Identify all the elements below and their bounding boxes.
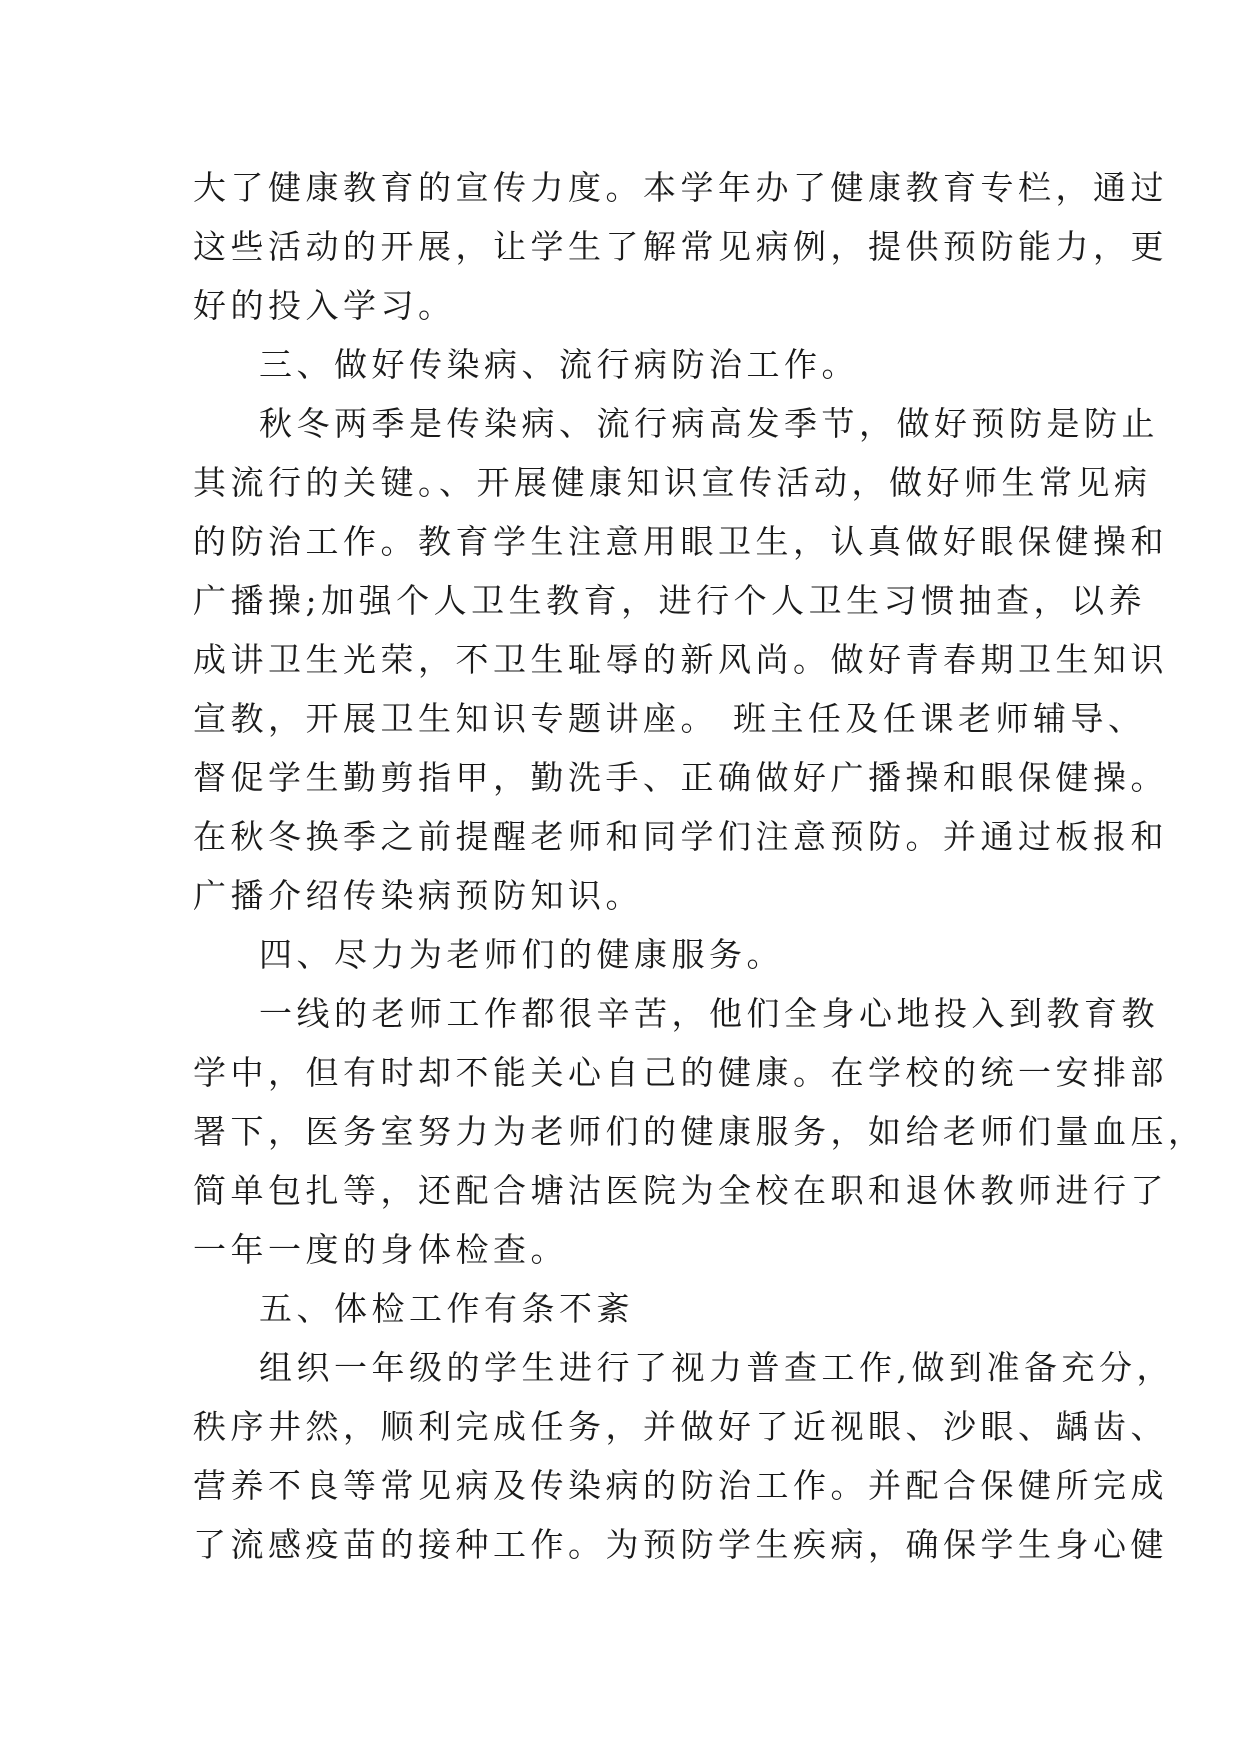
body-text <box>193 158 1206 1574</box>
section-heading-5: 五、体检工作有条不紊 <box>259 1289 634 1328</box>
text-line: 了流感疫苗的接种工作。为预防学生疾病，确保学生身心健 <box>193 1525 1168 1564</box>
text-line: 简单包扎等，还配合塘沽医院为全校在职和退休教师进行了 <box>193 1171 1168 1210</box>
text-line: 组织一年级的学生进行了视力普查工作,做到准备充分， <box>259 1348 1174 1387</box>
section-heading-4: 四、尽力为老师们的健康服务。 <box>259 935 784 974</box>
text-line: 宣教，开展卫生知识专题讲座。 班主任及任课老师辅导、 <box>193 699 1146 738</box>
text-line: 广播操;加强个人卫生教育，进行个人卫生习惯抽查，以养 <box>193 581 1147 620</box>
section-heading-3: 三、做好传染病、流行病防治工作。 <box>259 345 859 384</box>
text-line: 的防治工作。教育学生注意用眼卫生，认真做好眼保健操和 <box>193 522 1168 561</box>
text-line: 营养不良等常见病及传染病的防治工作。并配合保健所完成 <box>193 1466 1168 1505</box>
text-line: 广播介绍传染病预防知识。 <box>193 876 643 915</box>
text-line: 学中，但有时却不能关心自己的健康。在学校的统一安排部 <box>193 1053 1168 1092</box>
text-line: 好的投入学习。 <box>193 286 456 325</box>
text-line: 成讲卫生光荣，不卫生耻辱的新风尚。做好青春期卫生知识 <box>193 640 1168 679</box>
text-line: 一年一度的身体检查。 <box>193 1230 568 1269</box>
text-line: 署下，医务室努力为老师们的健康服务，如给老师们量血压， <box>193 1112 1206 1151</box>
text-line: 大了健康教育的宣传力度。本学年办了健康教育专栏，通过 <box>193 168 1168 207</box>
text-line: 秩序井然，顺利完成任务，并做好了近视眼、沙眼、龋齿、 <box>193 1407 1168 1446</box>
text-line: 这些活动的开展，让学生了解常见病例，提供预防能力，更 <box>193 227 1168 266</box>
text-line: 其流行的关键。、开展健康知识宣传活动，做好师生常见病 <box>193 463 1152 502</box>
text-line: 在秋冬换季之前提醒老师和同学们注意预防。并通过板报和 <box>193 817 1168 856</box>
text-line: 一线的老师工作都很辛苦，他们全身心地投入到教育教 <box>259 994 1159 1033</box>
text-line: 秋冬两季是传染病、流行病高发季节，做好预防是防止 <box>259 404 1159 443</box>
text-line: 督促学生勤剪指甲，勤洗手、正确做好广播操和眼保健操。 <box>193 758 1168 797</box>
